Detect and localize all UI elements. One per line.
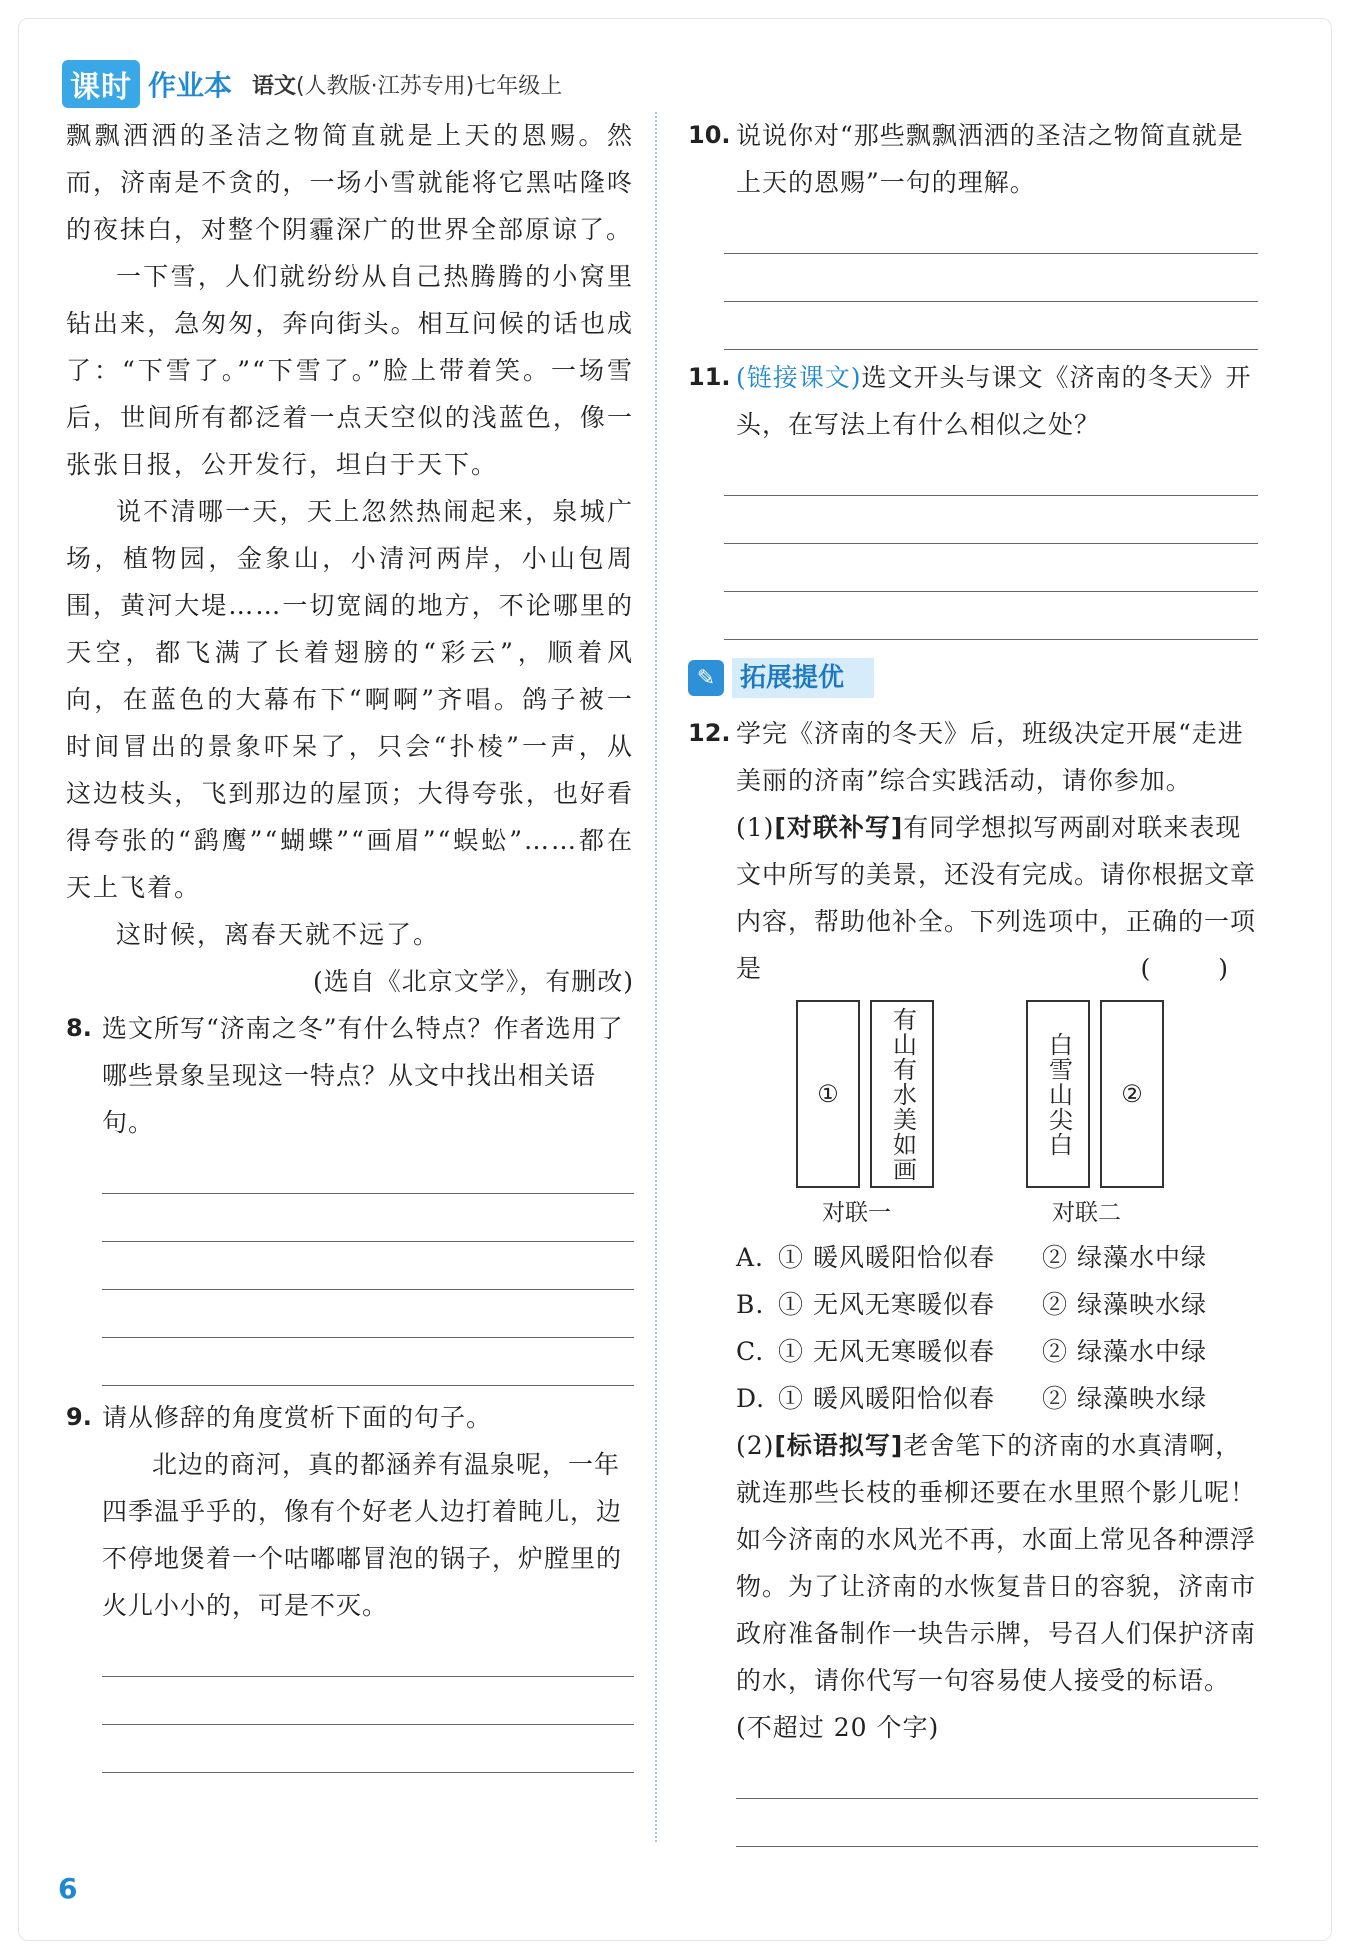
option-part-1: ① 暖风暖阳恰似春 <box>778 1243 995 1272</box>
question-text: 请从修辞的角度赏析下面的句子。 <box>102 1403 493 1432</box>
question-number: 9. <box>66 1403 92 1431</box>
answer-line[interactable] <box>102 1677 634 1725</box>
pencil-icon: ✎ <box>688 660 724 696</box>
answer-line[interactable] <box>102 1290 634 1338</box>
option-letter: C. <box>736 1337 765 1366</box>
question-8 <box>66 1005 634 1146</box>
sub-question-number: (1) <box>736 813 775 842</box>
question-number: 8. <box>66 1014 92 1042</box>
answer-line[interactable] <box>724 544 1258 592</box>
couplets-figure <box>736 992 1258 1234</box>
couplet-2-blank-scroll <box>1100 1000 1164 1188</box>
answer-line[interactable] <box>102 1725 634 1773</box>
passage-paragraph-4: 这时候，离春天就不远了。 <box>116 920 441 949</box>
answer-line[interactable] <box>102 1338 634 1386</box>
sub-question-2 <box>736 1422 1258 1751</box>
answer-line[interactable] <box>102 1194 634 1242</box>
option-c[interactable] <box>736 1328 1258 1375</box>
option-d[interactable] <box>736 1375 1258 1422</box>
couplet-1-blank-scroll <box>796 1000 860 1188</box>
sub-question-text: 有同学想拟写两副对联来表现文中所写的美景，还没有完成。请你根据文章内容，帮助他补全。下列选项中，正确的一项是 <box>736 813 1257 983</box>
question-number: 11. <box>688 363 731 391</box>
question-text: 选文所写“济南之冬”有什么特点？作者选用了哪些景象呈现这一特点？从文中找出相关语句。 <box>102 1014 624 1137</box>
quoted-sentence: 北边的商河，真的都涵养有温泉呢，一年四季温乎乎的，像有个好老人边打着盹儿，边不停地煲着一个咕嘟嘟冒泡的锅子，炉膛里的火儿小小的，可是不灭。 <box>102 1450 623 1620</box>
subject: 语文 <box>252 73 297 99</box>
option-part-1: ① 无风无寒暖似春 <box>778 1337 995 1366</box>
option-letter: A. <box>736 1243 765 1272</box>
answer-line[interactable] <box>102 1146 634 1194</box>
option-part-1: ① 无风无寒暖似春 <box>778 1290 995 1319</box>
question-9 <box>66 1394 634 1441</box>
blank-marker: ② <box>1121 1079 1143 1108</box>
edition: (人教版·江苏专用)七年级上 <box>296 73 563 99</box>
option-letter: D. <box>736 1384 766 1413</box>
page-header <box>62 62 562 106</box>
question-10 <box>688 112 1258 206</box>
option-a[interactable] <box>736 1234 1258 1281</box>
sub-question-text: 老舍笔下的济南的水真清啊，就连那些长枝的垂柳还要在水里照个影儿呢！如今济南的水风光不再，水面上常见各种漂浮物。为了让济南的水恢复昔日的容貌，济南市政府准备制作一块告示牌，号召人们保护济南的水，请你代写一句容易使人接受的标语。(不超过 20 个字) <box>736 1431 1257 1742</box>
option-part-2: ② 绿藻水中绿 <box>1042 1337 1207 1366</box>
left-column <box>66 112 634 1773</box>
answer-line[interactable] <box>724 254 1258 302</box>
answer-line[interactable] <box>102 1629 634 1677</box>
slogan-tag: [标语拟写] <box>774 1431 904 1460</box>
answer-line[interactable] <box>724 448 1258 496</box>
answer-line[interactable] <box>724 496 1258 544</box>
couplet-1-text-scroll <box>870 1000 934 1188</box>
blank-marker: ① <box>817 1079 839 1108</box>
question-text: 学完《济南的冬天》后，班级决定开展“走进美丽的济南”综合实践活动，请你参加。 <box>736 719 1244 795</box>
option-part-2: ② 绿藻水中绿 <box>1042 1243 1207 1272</box>
couplet-2-text-scroll <box>1026 1000 1090 1188</box>
question-12 <box>688 710 1258 804</box>
sub-question-1 <box>736 804 1258 992</box>
section-title: 拓展提优 <box>732 658 874 698</box>
page-number: 6 <box>58 1872 78 1905</box>
question-number: 10. <box>688 121 731 149</box>
section-heading <box>688 658 1258 698</box>
couplet-label: 对联二 <box>1052 1200 1121 1226</box>
passage-paragraph-3: 说不清哪一天，天上忽然热闹起来，泉城广场，植物园，金象山，小清河两岸，小山包周围，黄河大堤……一切宽阔的地方，不论哪里的天空，都飞满了长着翅膀的“彩云”，顺着风向，在蓝色的大幕布下“啊啊”齐唱。鸽子被一时间冒出的景象吓呆了，只会“扑棱”一声，从这边枝头，飞到那边的屋顶；大得夸张，也好看得夸张的“鹞鹰”“蝴蝶”“画眉”“蜈蚣”……都在天上飞着。 <box>66 497 634 902</box>
column-divider <box>655 112 657 1842</box>
couplet-text: 有山有水美如画 <box>888 1006 917 1182</box>
option-b[interactable] <box>736 1281 1258 1328</box>
logo: 课时 <box>62 60 140 108</box>
question-11 <box>688 354 1258 448</box>
answer-line[interactable] <box>724 302 1258 350</box>
couplet-tag: [对联补写] <box>774 813 904 842</box>
option-part-2: ② 绿藻映水绿 <box>1042 1290 1207 1319</box>
book-title: 作业本 <box>148 69 233 102</box>
question-text: 说说你对“那些飘飘洒洒的圣洁之物简直就是上天的恩赐”一句的理解。 <box>736 121 1244 197</box>
answer-line[interactable] <box>736 1751 1258 1799</box>
question-body: 选文开头与课文《济南的冬天》开头，在写法上有什么相似之处？ <box>736 363 1252 439</box>
option-letter: B. <box>736 1290 765 1319</box>
answer-line[interactable] <box>736 1799 1258 1847</box>
option-part-2: ② 绿藻映水绿 <box>1042 1384 1207 1413</box>
option-part-1: ① 暖风暖阳恰似春 <box>778 1384 995 1413</box>
answer-line[interactable] <box>102 1242 634 1290</box>
right-column <box>688 112 1258 1847</box>
question-text <box>736 354 1258 448</box>
couplet-text: 白雪山尖白 <box>1044 1031 1073 1157</box>
subject-info <box>252 69 562 100</box>
answer-line[interactable] <box>724 206 1258 254</box>
link-textbook-tag: (链接课文) <box>736 363 862 392</box>
couplet-label: 对联一 <box>822 1200 891 1226</box>
passage-paragraph-2: 一下雪，人们就纷纷从自己热腾腾的小窝里钻出来，急匆匆，奔向街头。相互问候的话也成了：“下雪了。”“下雪了。”脸上带着笑。一场雪后，世间所有都泛着一点天空似的浅蓝色，像一张张日报，公开发行，坦白于天下。 <box>66 262 634 479</box>
passage-source: (选自《北京文学》，有删改) <box>312 967 634 996</box>
question-number: 12. <box>688 719 731 747</box>
answer-bracket[interactable]: ( ) <box>1140 954 1258 983</box>
sub-question-number: (2) <box>736 1431 775 1460</box>
answer-line[interactable] <box>724 592 1258 640</box>
passage-paragraph-1: 飘飘洒洒的圣洁之物简直就是上天的恩赐。然而，济南是不贪的，一场小雪就能将它黑咕隆咚的夜抹白，对整个阴霾深广的世界全部原谅了。 <box>66 121 634 244</box>
